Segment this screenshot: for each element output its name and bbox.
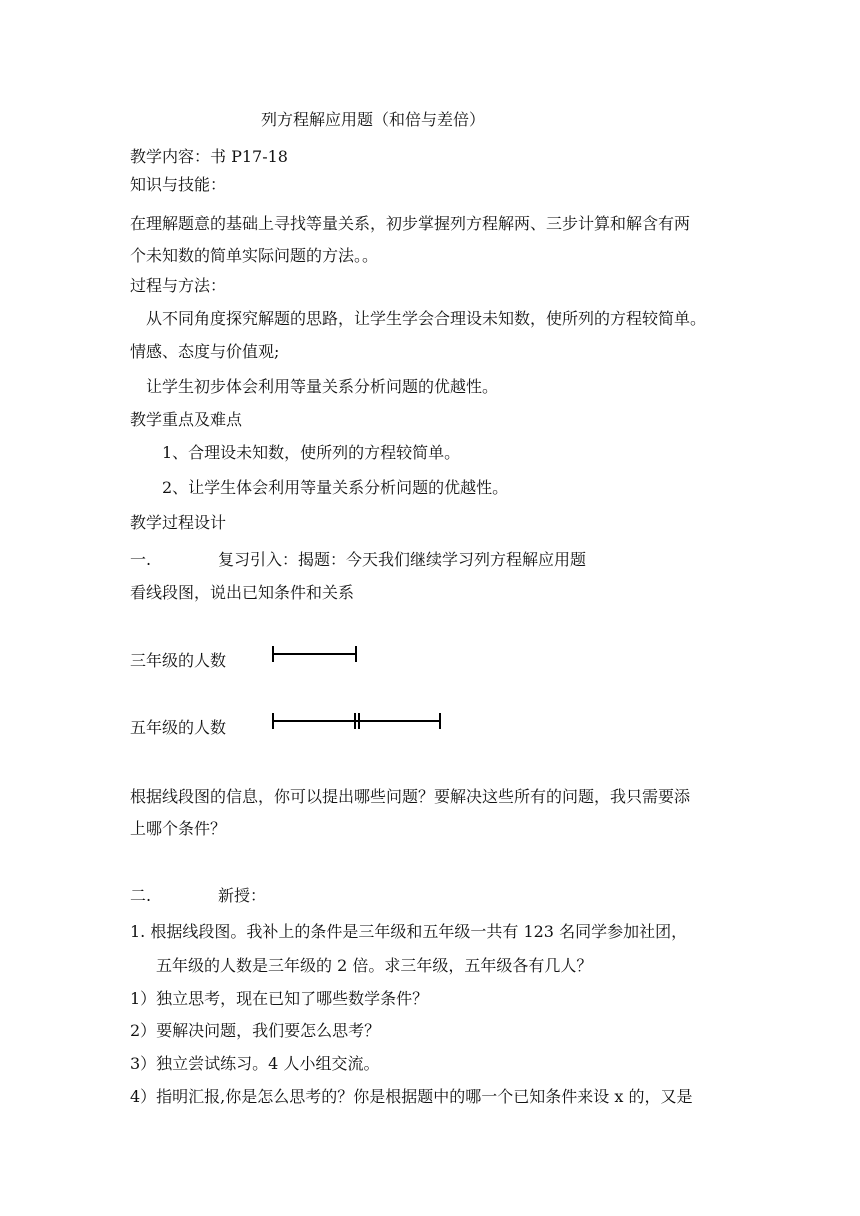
step-3: 3）独立尝试练习。4 人小组交流。	[130, 1054, 380, 1073]
grade3-segment	[268, 643, 368, 667]
grade5-label: 五年级的人数	[130, 718, 227, 737]
question-line-1: 根据线段图的信息，你可以提出哪些问题？要解决这些所有的问题，我只需要添	[130, 787, 691, 806]
emotion-text: 让学生初步体会利用等量关系分析问题的优越性。	[146, 377, 499, 396]
process-heading: 过程与方法：	[130, 276, 227, 295]
grade3-label: 三年级的人数	[130, 651, 227, 670]
key-point-2: 2、让学生体会利用等量关系分析问题的优越性。	[162, 478, 509, 497]
section2-number: 二.	[130, 886, 152, 905]
problem-line-2: 五年级的人数是三年级的 2 倍。求三年级，五年级各有几人？	[156, 956, 593, 975]
section1-number: 一.	[130, 550, 152, 569]
process-text: 从不同角度探究解题的思路，让学生学会合理设未知数，使所列的方程较简单。	[146, 309, 707, 328]
step-2: 2）要解决问题，我们要怎么思考？	[130, 1021, 381, 1040]
key-heading: 教学重点及难点	[130, 410, 243, 429]
emotion-heading: 情感、态度与价值观;	[130, 342, 280, 361]
knowledge-text-1: 在理解题意的基础上寻找等量关系，初步掌握列方程解两、三步计算和解含有两	[130, 214, 691, 233]
content-line: 教学内容：书 P17-18	[130, 147, 288, 166]
document-title: 列方程解应用题（和倍与差倍）	[261, 110, 486, 129]
knowledge-heading: 知识与技能：	[130, 175, 227, 194]
step-4: 4）指明汇报,你是怎么思考的？你是根据题中的哪一个已知条件来设 x 的，又是	[130, 1087, 693, 1106]
step-1: 1）独立思考，现在已知了哪些数学条件？	[130, 989, 429, 1008]
grade5-segment	[268, 710, 453, 734]
key-point-1: 1、合理设未知数，使所列的方程较简单。	[162, 443, 461, 462]
section2-text: 新授：	[218, 886, 267, 905]
design-heading: 教学过程设计	[130, 513, 227, 532]
knowledge-text-2: 个未知数的简单实际问题的方法。。	[130, 246, 379, 265]
section1-text: 复习引入：揭题：今天我们继续学习列方程解应用题	[218, 550, 587, 569]
problem-line-1: 1. 根据线段图。我补上的条件是三年级和五年级一共有 123 名同学参加社团，	[130, 922, 688, 941]
diagram-prompt: 看线段图，说出已知条件和关系	[130, 583, 355, 602]
question-line-2: 上哪个条件？	[130, 819, 227, 838]
